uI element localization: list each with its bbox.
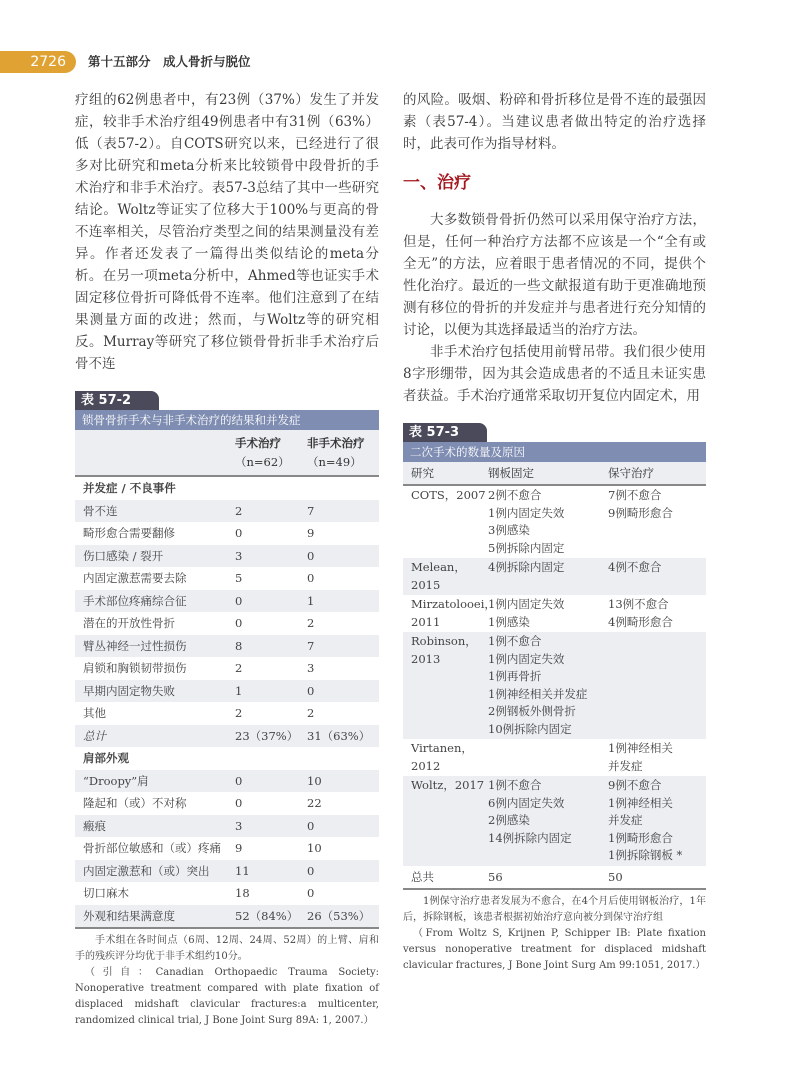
- table-row: [75, 657, 379, 680]
- cons-cell: [608, 777, 705, 865]
- cell-line: 5例拆除内固定: [488, 540, 565, 555]
- plate-cell: [488, 740, 608, 775]
- operative-value: 23（37%）: [235, 728, 299, 743]
- table-title: 二次手术的数量及原因: [403, 442, 706, 462]
- cons-cell: [608, 633, 705, 738]
- cell-line: Robinson，: [411, 634, 477, 648]
- row-label: 其他: [83, 706, 106, 720]
- row-label: 并发症 / 不良事件: [83, 481, 176, 495]
- total-plate: 56: [488, 869, 503, 884]
- row-label: 畸形愈合需要翻修: [83, 526, 175, 540]
- plate-cell: [488, 596, 608, 631]
- study-cell: [403, 777, 488, 865]
- table-row: [403, 776, 706, 866]
- plate-cell: [488, 487, 608, 557]
- table-row: [403, 739, 706, 776]
- row-label: 伤口感染 / 裂开: [83, 548, 164, 563]
- study-cell: [403, 559, 488, 594]
- study-cell: [403, 633, 488, 738]
- right-body-text-2: 大多数锁骨骨折仍然可以采用保守治疗方法，但是，任何一种治疗方法都不应该是一个“全有或全无”的方法，应着眼于患者情况的不同，提供个性化治疗。最近的一些文献报道有助于更准确地预测有移位的骨折的并发症并与患者进行充分知情的讨论，以便为其选择最适当的治疗方法。: [403, 212, 706, 338]
- page-number: 2726: [0, 51, 76, 73]
- nonoperative-value: 9: [307, 526, 315, 540]
- row-label: 肩锁和胸锁韧带损伤: [83, 661, 187, 675]
- operative-value: 1: [235, 683, 243, 698]
- table-label: 表 57-2: [75, 391, 159, 410]
- cell-line: 2012: [411, 758, 441, 773]
- plate-cell: [488, 777, 608, 865]
- operative-value: 5: [235, 571, 243, 585]
- row-label: “Droopy”肩: [83, 773, 149, 788]
- right-body-text-3: 非手术治疗包括使用前臂吊带。我们很少使用8字形绷带，因为其会造成患者的不适且未证实患者获益。手术治疗通常采取切开复位内固定术，用: [403, 344, 706, 404]
- col-header-plate: 钢板固定: [488, 466, 534, 480]
- cell-line: 4例不愈合: [608, 560, 662, 574]
- cell-line: 2例感染: [488, 813, 530, 827]
- table-row: [75, 882, 379, 905]
- cell-line: 1例内固定失效: [488, 505, 565, 520]
- nonoperative-value: 2: [307, 706, 315, 720]
- cell-line: 1例不愈合: [488, 778, 542, 792]
- table-header: [75, 430, 379, 477]
- table-row: [75, 725, 379, 748]
- cell-line: 14例拆除内固定: [488, 830, 572, 845]
- cell-line: 1例神经相关: [608, 795, 673, 810]
- nonoperative-value: 7: [307, 503, 315, 518]
- operative-value: 0: [235, 616, 243, 630]
- operative-value: 8: [235, 638, 243, 653]
- cons-cell: [608, 487, 705, 557]
- operative-value: 11: [235, 863, 250, 878]
- operative-value: [235, 747, 307, 770]
- cell-line: 1例神经相关: [608, 741, 673, 755]
- left-body-text: 疗组的62例患者中，有23例（37%）发生了并发症，较非手术治疗组49例患者中有31例（63%）低（表57-2）。自COTS研究以来，已经进行了很多对比研究和meta分析来比较锁骨中段骨折的手术治疗和非手术治疗。表57-3总结了其中一些研究结论。Woltz等证实了位移大于100%与更高的骨不连率相关，尽管治疗类型之间的结果测量没有差异。作者还发表了一篇得出类似结论的meta分析。在另一项meta分析中，Ahmed等也证实手术固定移位骨折可降低骨不连率。他们注意到了在结果测量方面的改进；然而，与Woltz等的研究相反。Murray等研究了移位锁骨骨折非手术治疗后骨不连: [75, 92, 379, 372]
- table-header: [403, 462, 706, 486]
- table-row: [75, 477, 379, 500]
- nonoperative-value: [307, 747, 378, 770]
- table-57-2-note: 手术组在各时间点（6周、12周、24周、52周）的上臂、肩和手的残疾评分均优于非手术组约10分。: [75, 935, 379, 962]
- cell-line: 7例不愈合: [608, 488, 662, 502]
- operative-value: 3: [235, 818, 243, 833]
- cons-cell: [608, 740, 705, 775]
- cell-line: Melean，: [411, 560, 466, 574]
- table-row: [75, 792, 379, 815]
- section-heading: 一、治疗: [403, 173, 471, 193]
- operative-value: 0: [235, 796, 243, 810]
- table-row: [75, 590, 379, 613]
- cell-line: 3例感染: [488, 523, 530, 537]
- operative-value: 2: [235, 503, 243, 518]
- table-row: [75, 545, 379, 568]
- table-label: 表 57-3: [403, 423, 487, 442]
- cell-line: 4例拆除内固定: [488, 560, 565, 574]
- row-label: 内固定激惹和（或）突出: [83, 863, 210, 878]
- cell-line: 2011: [411, 614, 441, 629]
- right-column: [403, 89, 706, 974]
- operative-value: 2: [235, 706, 243, 720]
- row-label: 内固定激惹需要去除: [83, 571, 187, 585]
- table-row: [75, 815, 379, 838]
- table-row: [75, 522, 379, 545]
- cell-line: 2例不愈合: [488, 488, 542, 502]
- row-label: 潜在的开放性骨折: [83, 616, 175, 630]
- total-label: 总共: [411, 869, 434, 884]
- table-row: [75, 500, 379, 523]
- row-label: 总计: [83, 728, 106, 743]
- study-cell: [403, 740, 488, 775]
- total-conservative: 50: [608, 869, 623, 884]
- col-header-study: 研究: [411, 466, 434, 480]
- col-header-nonoperative-n: （n=49）: [307, 455, 362, 469]
- cell-line: 9例畸形愈合: [608, 505, 673, 520]
- nonoperative-value: 10: [307, 773, 322, 788]
- table-row: [75, 860, 379, 883]
- cell-line: 1例内固定失效: [488, 597, 565, 611]
- cell-line: 2013: [411, 651, 441, 666]
- study-cell: [403, 487, 488, 557]
- left-column: [75, 89, 379, 1029]
- table-row: [403, 595, 706, 632]
- right-body-text-1: 的风险。吸烟、粉碎和骨折移位是骨不连的最强因素（表57-4）。当建议患者做出特定的治疗选择时，此表可作为指导材料。: [403, 92, 706, 152]
- operative-value: 3: [235, 548, 243, 563]
- row-label: 隆起和（或）不对称: [83, 796, 187, 810]
- nonoperative-value: 0: [307, 818, 315, 833]
- col-header-operative-n: （n=62）: [235, 455, 290, 469]
- table-row: [75, 567, 379, 590]
- row-label: 骨不连: [83, 503, 118, 518]
- col-header-conservative: 保守治疗: [608, 466, 654, 480]
- row-label: 肩部外观: [83, 751, 129, 765]
- nonoperative-value: 3: [307, 661, 315, 675]
- cell-line: 1例神经相关并发症: [488, 686, 588, 701]
- cell-line: 9例不愈合: [608, 778, 662, 792]
- cell-line: 并发症: [608, 758, 643, 773]
- row-label: 切口麻木: [83, 886, 129, 900]
- nonoperative-value: 1: [307, 593, 315, 608]
- nonoperative-value: 22: [307, 796, 322, 810]
- cell-line: 1例畸形愈合: [608, 830, 673, 845]
- operative-value: 52（84%）: [235, 908, 299, 923]
- table-57-3: [403, 421, 706, 890]
- plate-cell: [488, 559, 608, 594]
- table-row: [403, 486, 706, 558]
- table-row: [75, 837, 379, 860]
- operative-value: 0: [235, 773, 243, 788]
- col-header-operative: 手术治疗: [235, 436, 281, 450]
- cell-line: 1例内固定失效: [488, 651, 565, 666]
- cell-line: Virtanen，: [411, 741, 473, 755]
- table-57-3-note: 1例保守治疗患者发展为不愈合，在4个月后使用钢板治疗，1年后，拆除钢板，该患者根据初始治疗意向被分到保守治疗组: [403, 895, 706, 923]
- table-body: [75, 477, 379, 929]
- row-label: 早期内固定物失败: [83, 683, 175, 698]
- cell-line: 6例内固定失效: [488, 795, 565, 810]
- row-label: 骨折部位敏感和（或）疼痛: [83, 841, 221, 855]
- cell-line: 2例钢板外侧骨折: [488, 704, 576, 718]
- cell-line: 1例拆除钢板 *: [608, 848, 683, 862]
- cell-line: 1例再骨折: [488, 669, 542, 683]
- nonoperative-value: [307, 477, 378, 500]
- operative-value: 9: [235, 841, 243, 855]
- nonoperative-value: 0: [307, 548, 315, 563]
- cell-line: COTS，2007: [411, 488, 486, 502]
- cell-line: Mirzatolooei，: [411, 597, 496, 611]
- cell-line: 10例拆除内固定: [488, 721, 572, 736]
- table-title: 锁骨骨折手术与非手术治疗的结果和并发症: [75, 410, 379, 430]
- table-row: [403, 558, 706, 595]
- nonoperative-value: 0: [307, 863, 315, 878]
- study-cell: [403, 596, 496, 631]
- cell-line: 13例不愈合: [608, 597, 669, 611]
- operative-value: 18: [235, 886, 250, 900]
- cell-line: 并发症: [608, 813, 643, 827]
- nonoperative-value: 10: [307, 841, 322, 855]
- cell-line: 4例畸形愈合: [608, 614, 673, 629]
- col-header-nonoperative: 非手术治疗: [307, 436, 365, 450]
- cons-cell: [608, 559, 705, 594]
- table-row: [75, 747, 379, 770]
- nonoperative-value: 0: [307, 886, 315, 900]
- plate-cell: [488, 633, 608, 738]
- table-57-2: [75, 389, 379, 929]
- row-label: 手术部位疼痛综合征: [83, 593, 187, 608]
- table-57-2-citation: （引自：Canadian Orthopaedic Trauma Society: Nonoperative treatment compared with plate fixation of displaced midshaft clavicular fractures:a multicenter, randomized clinical trial, J Bone Joint Surg 89A: 1, 2007.）: [75, 967, 379, 1026]
- table-row: [75, 702, 379, 725]
- table-row: [75, 635, 379, 658]
- row-label: 臂丛神经一过性损伤: [83, 638, 187, 653]
- table-row: [75, 770, 379, 793]
- table-total-row: [403, 866, 706, 890]
- nonoperative-value: 0: [307, 683, 315, 698]
- nonoperative-value: 2: [307, 616, 315, 630]
- table-row: [75, 680, 379, 703]
- running-header: 第十五部分 成人骨折与脱位: [88, 54, 251, 69]
- table-row: [403, 632, 706, 739]
- nonoperative-value: 0: [307, 571, 315, 585]
- cell-line: Woltz，2017: [411, 778, 485, 792]
- nonoperative-value: 7: [307, 638, 315, 653]
- operative-value: 0: [235, 526, 243, 540]
- nonoperative-value: 26（53%）: [307, 908, 371, 923]
- row-label: 外观和结果满意度: [83, 908, 175, 923]
- row-label: 瘢痕: [83, 818, 106, 833]
- table-row: [75, 905, 379, 928]
- table-row: [75, 612, 379, 635]
- cell-line: 1例不愈合: [488, 634, 542, 648]
- operative-value: [235, 477, 307, 500]
- cons-cell: [608, 596, 705, 631]
- operative-value: 2: [235, 661, 243, 675]
- cell-line: 2015: [411, 577, 441, 592]
- operative-value: 0: [235, 593, 243, 608]
- table-body: [403, 486, 706, 866]
- cell-line: 1例感染: [488, 614, 530, 629]
- nonoperative-value: 31（63%）: [307, 728, 371, 743]
- table-57-3-citation: （From Woltz S, Krijnen P, Schipper IB: Plate fixation versus nonoperative treatment for displaced midshaft clavicular fractures, J Bone Joint Surg Am 99:1051, 2017.）: [403, 927, 706, 971]
